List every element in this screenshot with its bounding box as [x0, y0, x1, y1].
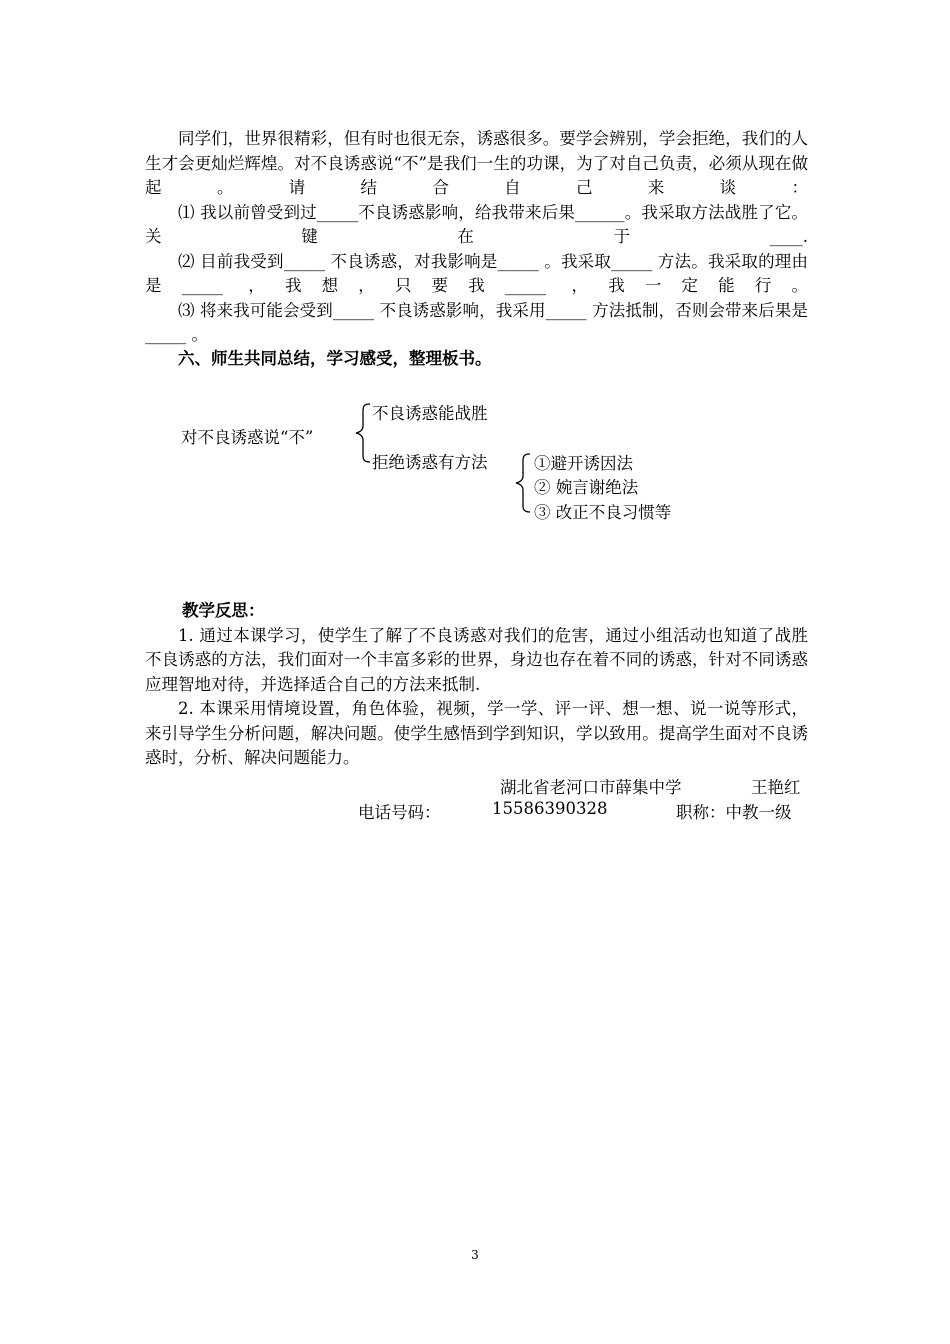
board-method-2: ② 婉言谢绝法 — [534, 478, 639, 497]
left-brace-icon — [354, 402, 374, 464]
reflection-paragraph-1: 1. 通过本课学习，使学生了解了不良诱惑对我们的危害，通过小组活动也知道了战胜不良诱惑的方法，我们面对一个丰富多彩的世界，身边也存在着不同的诱惑，针对不同诱惑应理智地对待，并选择适合自己的方法来抵制. — [145, 625, 808, 694]
school-name: 湖北省老河口市薛集中学 — [500, 778, 682, 797]
board-method-3: ③ 改正不良习惯等 — [534, 503, 672, 522]
question-item-1: ⑴ 我以前曾受到过_____不良诱惑影响，给我带来后果______。我采取方法战胜了它。关键在于____. — [145, 202, 808, 246]
reflection-paragraph-2: 2. 本课采用情境设置，角色体验，视频，学一学、评一评、想一想、说一说等形式，来引导学生分析问题，解决问题。使学生感悟到学到知识，学以致用。提高学生面对不良诱惑时，分析、解决问题能力。 — [145, 699, 808, 767]
intro-paragraph: 同学们，世界很精彩，但有时也很无奈，诱惑很多。要学会辨别，学会拒绝，我们的人生才会更灿烂辉煌。对不良诱惑说“不”是我们一生的功课，为了对自己负责，必须从现在做起。请结合自己来谈： — [145, 129, 808, 197]
section-6-heading: 六、师生共同总结，学习感受，整理板书。 — [178, 349, 492, 368]
section-6 — [178, 347, 808, 372]
left-brace-icon — [514, 452, 534, 514]
intro-section — [145, 127, 808, 348]
reflection-heading: 教学反思： — [182, 601, 265, 620]
phone-number: 15586390328 — [492, 799, 608, 818]
reflection-section — [145, 599, 808, 771]
page-number: 3 — [471, 1248, 479, 1262]
phone-label: 电话号码： — [358, 803, 441, 822]
board-branch-2: 拒绝诱惑有方法 — [372, 453, 488, 472]
job-title: 职称：中教一级 — [676, 803, 792, 822]
board-branch-1: 不良诱惑能战胜 — [372, 404, 488, 423]
question-item-2: ⑵ 目前我受到_____ 不良诱惑，对我影响是_____ 。我采取_____ 方法。我采取的理由是_____ ，我想，只要我_____ ，我一定能行。 — [145, 251, 808, 295]
question-item-3: ⑶ 将来我可能会受到_____ 不良诱惑影响，我采用_____ 方法抵制，否则会带来后果是_____ 。 — [145, 300, 808, 344]
author-name: 王艳红 — [751, 778, 801, 797]
board-root: 对不良诱惑说“不” — [181, 428, 314, 447]
board-method-1: ①避开诱因法 — [534, 454, 633, 473]
